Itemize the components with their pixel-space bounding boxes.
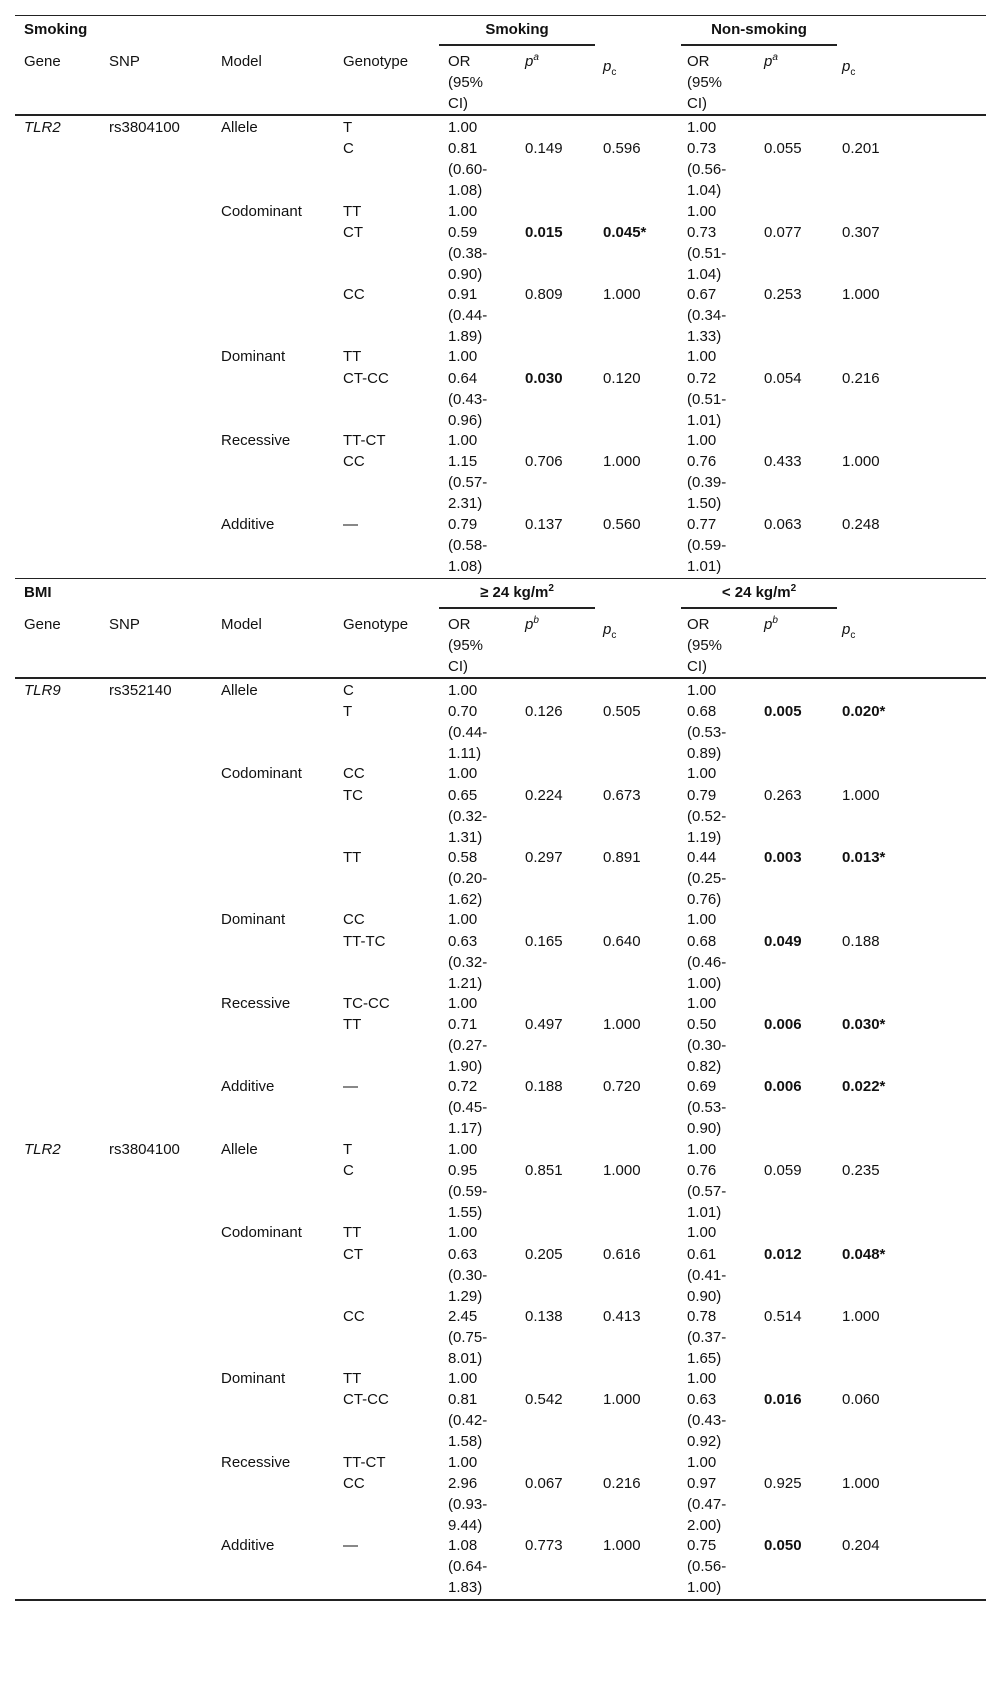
cell-r0-c0: TLR2: [24, 119, 61, 136]
cell-r13-c5: 0.205: [525, 1245, 563, 1263]
cell-r8-c7: 0.76 (0.39- 1.50): [687, 453, 727, 513]
cell-r10-c1: rs3804100: [109, 1140, 180, 1158]
cell-r8-c3: CC: [343, 453, 365, 471]
cell-r17-c4: 1.00: [448, 1453, 478, 1471]
group-a-label: ≥ 24 $kg/m^2$: [480, 582, 554, 601]
cell-r14-c5: 0.138: [525, 1307, 563, 1325]
col-header-genotype: Genotype: [343, 615, 409, 633]
cell-r1-c7: 0.73 (0.56- 1.04): [687, 140, 727, 200]
cell-r16-c5: 0.542: [525, 1391, 563, 1409]
cell-r3-c8: 0.077: [764, 224, 802, 241]
cell-r9-c9: 0.248: [842, 515, 880, 533]
cell-r1-c4: 0.81 (0.60- 1.08): [448, 140, 488, 200]
cell-r3-c4: 0.65 (0.32- 1.31): [448, 786, 488, 846]
cell-r6-c8: 0.054: [764, 369, 802, 387]
cell-r3-c3: TC: [343, 786, 363, 804]
cell-r10-c7: 1.00: [687, 1140, 717, 1158]
cell-r17-c2: Recessive: [221, 1453, 291, 1471]
cell-r12-c4: 1.00: [448, 1224, 478, 1242]
col-header-pc-a: $p_c$: [603, 58, 617, 78]
cell-r3-c7: 0.73 (0.51- 1.04): [687, 224, 727, 283]
cell-r8-c5: 0.706: [525, 453, 563, 471]
cell-r7-c3: TC-CC: [343, 994, 390, 1012]
cell-r18-c4: 2.96 (0.93- 9.44): [448, 1475, 488, 1534]
cell-r12-c3: TT: [343, 1224, 362, 1242]
cell-r1-c9: 0.201: [842, 140, 880, 158]
cell-r6-c7: 0.72 (0.51- 1.01): [687, 369, 727, 429]
cell-r6-c7: 0.68 (0.46- 1.00): [687, 932, 727, 992]
cell-r4-c5: 0.809: [525, 286, 563, 304]
cell-r8-c5: 0.497: [525, 1016, 563, 1034]
cell-r16-c3: CT-CC: [343, 1391, 389, 1409]
cell-r7-c7: 1.00: [687, 432, 717, 449]
cell-r15-c4: 1.00: [448, 1370, 478, 1387]
cell-r18-c6: 0.216: [603, 1475, 641, 1492]
table-bottom-rule: [15, 1599, 986, 1601]
cell-r11-c5: 0.851: [525, 1162, 563, 1179]
cell-r19-c8: 0.050: [764, 1537, 802, 1555]
cell-r15-c7: 1.00: [687, 1370, 717, 1387]
col-header-model: Model: [221, 53, 262, 70]
col-header-or-a: OR (95% CI): [448, 615, 484, 675]
cell-r4-c3: TT: [343, 849, 362, 866]
cell-r3-c9: 0.307: [842, 224, 880, 241]
cell-r19-c9: 0.204: [842, 1537, 880, 1555]
col-header-pc-b: $p_c$: [842, 58, 856, 78]
cell-r15-c2: Dominant: [221, 1370, 286, 1387]
group-a-label-underline: [439, 44, 595, 46]
col-header-p-b: $p^a$: [764, 52, 778, 70]
cell-r3-c6: 0.673: [603, 786, 641, 804]
cell-r9-c2: Additive: [221, 515, 275, 533]
cell-r0-c7: 1.00: [687, 119, 717, 136]
cell-r4-c8: 0.003: [764, 849, 802, 866]
cell-r8-c8: 0.006: [764, 1016, 802, 1034]
section-title: Smoking: [24, 21, 88, 38]
cell-r1-c6: 0.505: [603, 703, 641, 721]
cell-r4-c6: 0.891: [603, 849, 641, 866]
cell-r4-c7: 0.44 (0.25- 0.76): [687, 849, 727, 908]
cell-r16-c9: 0.060: [842, 1391, 880, 1409]
cell-r13-c3: CT: [343, 1245, 363, 1263]
cell-r18-c3: CC: [343, 1475, 365, 1492]
cell-r1-c7: 0.68 (0.53- 0.89): [687, 703, 727, 763]
cell-r2-c7: 1.00: [687, 202, 717, 220]
group-b-label-underline: [681, 607, 837, 609]
cell-r1-c5: 0.149: [525, 140, 563, 158]
group-a-label: Smoking: [485, 21, 549, 38]
cell-r6-c6: 0.120: [603, 369, 641, 387]
cell-r18-c5: 0.067: [525, 1475, 563, 1492]
header-bottom-rule: [15, 677, 986, 679]
cell-r3-c5: 0.224: [525, 786, 563, 804]
cell-r6-c3: CT-CC: [343, 369, 389, 387]
col-header-gene: Gene: [24, 53, 61, 70]
cell-r10-c0: TLR2: [24, 1140, 61, 1158]
cell-r6-c9: 0.188: [842, 932, 880, 950]
cell-r18-c7: 0.97 (0.47- 2.00): [687, 1475, 727, 1534]
col-header-snp: SNP: [109, 615, 140, 633]
cell-r9-c9: 0.022*: [842, 1078, 886, 1096]
cell-r10-c4: 1.00: [448, 1140, 478, 1158]
cell-r16-c8: 0.016: [764, 1391, 802, 1409]
cell-r8-c4: 1.15 (0.57- 2.31): [448, 453, 488, 513]
cell-r0-c0: TLR9: [24, 681, 61, 699]
cell-r6-c6: 0.640: [603, 932, 641, 950]
cell-r9-c6: 0.720: [603, 1078, 641, 1096]
cell-r14-c4: 2.45 (0.75- 8.01): [448, 1307, 488, 1367]
cell-r11-c7: 0.76 (0.57- 1.01): [687, 1162, 727, 1221]
cell-r2-c4: 1.00: [448, 765, 478, 783]
cell-r8-c9: 0.030*: [842, 1016, 886, 1034]
col-header-pc-b: $p_c$: [842, 620, 856, 641]
header-bottom-rule: [15, 114, 986, 116]
cell-r14-c8: 0.514: [764, 1307, 802, 1325]
cell-r19-c6: 1.000: [603, 1537, 641, 1555]
cell-r19-c2: Additive: [221, 1537, 275, 1555]
cell-r4-c4: 0.91 (0.44- 1.89): [448, 286, 488, 346]
col-header-genotype: Genotype: [343, 53, 409, 70]
cell-r0-c7: 1.00: [687, 681, 717, 699]
cell-r14-c6: 0.413: [603, 1307, 641, 1325]
cell-r16-c4: 0.81 (0.42- 1.58): [448, 1391, 488, 1451]
cell-r9-c4: 0.79 (0.58- 1.08): [448, 515, 488, 575]
cell-r5-c7: 1.00: [687, 911, 717, 929]
cell-r18-c8: 0.925: [764, 1475, 802, 1492]
cell-r9-c3: —: [343, 1078, 358, 1096]
cell-r9-c5: 0.137: [525, 515, 563, 533]
cell-r9-c3: —: [343, 515, 358, 533]
cell-r5-c3: TT: [343, 348, 362, 366]
cell-r3-c8: 0.263: [764, 786, 802, 804]
cell-r17-c7: 1.00: [687, 1453, 717, 1471]
col-header-or-a: OR (95% CI): [448, 53, 484, 112]
cell-r4-c9: 0.013*: [842, 849, 886, 866]
cell-r2-c3: TT: [343, 202, 362, 220]
cell-r2-c4: 1.00: [448, 202, 478, 220]
cell-r11-c4: 0.95 (0.59- 1.55): [448, 1162, 488, 1221]
cell-r7-c4: 1.00: [448, 994, 478, 1012]
group-a-label-underline: [439, 607, 595, 609]
col-header-or-b: OR (95% CI): [687, 615, 723, 675]
cell-r5-c7: 1.00: [687, 348, 717, 366]
cell-r0-c1: rs3804100: [109, 119, 180, 136]
col-header-pc-a: $p_c$: [603, 620, 617, 641]
cell-r0-c2: Allele: [221, 681, 258, 699]
cell-r13-c6: 0.616: [603, 1245, 641, 1263]
cell-r9-c2: Additive: [221, 1078, 275, 1096]
cell-r2-c7: 1.00: [687, 765, 717, 783]
cell-r19-c3: —: [343, 1537, 358, 1555]
cell-r4-c4: 0.58 (0.20- 1.62): [448, 849, 488, 908]
cell-r9-c4: 0.72 (0.45- 1.17): [448, 1078, 488, 1138]
cell-r5-c2: Dominant: [221, 348, 286, 366]
cell-r1-c6: 0.596: [603, 140, 641, 158]
cell-r6-c4: 0.63 (0.32- 1.21): [448, 932, 488, 992]
col-header-p-a: $p^a$: [525, 52, 539, 70]
cell-r3-c9: 1.000: [842, 786, 880, 804]
cell-r14-c3: CC: [343, 1307, 365, 1325]
unit-superscript: 2: [790, 582, 797, 594]
cell-r16-c6: 1.000: [603, 1391, 641, 1409]
cell-r6-c3: TT-TC: [343, 932, 386, 950]
cell-r4-c7: 0.67 (0.34- 1.33): [687, 286, 727, 346]
cell-r4-c3: CC: [343, 286, 365, 304]
cell-r7-c7: 1.00: [687, 994, 717, 1012]
cell-r13-c8: 0.012: [764, 1245, 802, 1263]
cell-r4-c8: 0.253: [764, 286, 802, 304]
cell-r1-c9: 0.020*: [842, 703, 886, 721]
cell-r7-c4: 1.00: [448, 432, 478, 449]
cell-r3-c5: 0.015: [525, 224, 563, 241]
cell-r6-c8: 0.049: [764, 932, 802, 950]
cell-r9-c8: 0.063: [764, 515, 802, 533]
cell-r0-c3: T: [343, 119, 353, 136]
section-title: BMI: [24, 583, 52, 601]
cell-r10-c2: Allele: [221, 1140, 258, 1158]
group-b-label-underline: [681, 44, 837, 46]
cell-r13-c4: 0.63 (0.30- 1.29): [448, 1245, 488, 1305]
cell-r6-c9: 0.216: [842, 369, 880, 387]
cell-r19-c4: 1.08 (0.64- 1.83): [448, 1537, 488, 1597]
cell-r4-c6: 1.000: [603, 286, 641, 304]
cell-r14-c7: 0.78 (0.37- 1.65): [687, 1307, 727, 1367]
cell-r7-c3: TT-CT: [343, 432, 386, 449]
cell-r0-c3: C: [343, 681, 354, 699]
cell-r7-c2: Recessive: [221, 432, 291, 449]
cell-r14-c9: 1.000: [842, 1307, 880, 1325]
cell-r11-c8: 0.059: [764, 1162, 802, 1179]
col-header-p-b: $p^b$: [764, 614, 778, 633]
cell-r13-c7: 0.61 (0.41- 0.90): [687, 1245, 727, 1305]
cell-r19-c7: 0.75 (0.56- 1.00): [687, 1537, 727, 1597]
cell-r13-c9: 0.048*: [842, 1245, 886, 1263]
cell-r1-c3: C: [343, 140, 354, 158]
cell-r1-c4: 0.70 (0.44- 1.11): [448, 703, 488, 763]
cell-r6-c5: 0.030: [525, 369, 563, 387]
unit-superscript: 2: [548, 582, 554, 594]
col-header-p-a: $p^b$: [525, 614, 539, 633]
cell-r16-c7: 0.63 (0.43- 0.92): [687, 1391, 727, 1451]
cell-r15-c3: TT: [343, 1370, 362, 1387]
cell-r5-c4: 1.00: [448, 911, 478, 929]
cell-r7-c2: Recessive: [221, 994, 291, 1012]
col-header-or-b: OR (95% CI): [687, 53, 723, 112]
cell-r11-c6: 1.000: [603, 1162, 641, 1179]
cell-r8-c7: 0.50 (0.30- 0.82): [687, 1016, 727, 1076]
cell-r9-c6: 0.560: [603, 515, 641, 533]
cell-r12-c7: 1.00: [687, 1224, 717, 1242]
cell-r8-c3: TT: [343, 1016, 362, 1034]
cell-r0-c1: rs352140: [109, 681, 172, 699]
cell-r0-c4: 1.00: [448, 119, 478, 136]
cell-r5-c2: Dominant: [221, 911, 286, 929]
group-b-label: Non-smoking: [711, 21, 807, 38]
cell-r4-c9: 1.000: [842, 286, 880, 304]
cell-r9-c8: 0.006: [764, 1078, 802, 1096]
cell-r3-c6: 0.045*: [603, 224, 647, 241]
col-header-gene: Gene: [24, 615, 61, 633]
cell-r2-c2: Codominant: [221, 765, 302, 783]
cell-r8-c8: 0.433: [764, 453, 802, 471]
cell-r2-c2: Codominant: [221, 202, 302, 220]
cell-r1-c3: T: [343, 703, 353, 721]
cell-r5-c4: 1.00: [448, 348, 478, 366]
cell-r19-c5: 0.773: [525, 1537, 563, 1555]
cell-r6-c4: 0.64 (0.43- 0.96): [448, 369, 488, 429]
cell-r0-c4: 1.00: [448, 681, 478, 699]
cell-r0-c2: Allele: [221, 119, 258, 136]
cell-r1-c8: 0.055: [764, 140, 802, 158]
cell-r9-c5: 0.188: [525, 1078, 563, 1096]
cell-r5-c3: CC: [343, 911, 365, 929]
cell-r17-c3: TT-CT: [343, 1453, 386, 1471]
section-top-rule: [15, 15, 986, 16]
cell-r6-c5: 0.165: [525, 932, 563, 950]
cell-r8-c9: 1.000: [842, 453, 880, 471]
cell-r10-c3: T: [343, 1140, 353, 1158]
col-header-model: Model: [221, 615, 262, 633]
cell-r8-c6: 1.000: [603, 1016, 641, 1034]
section-top-rule: [15, 578, 986, 579]
cell-r18-c9: 1.000: [842, 1475, 880, 1492]
cell-r2-c3: CC: [343, 765, 365, 783]
group-b-label: < 24 $kg/m^2$: [721, 582, 797, 601]
cell-r3-c7: 0.79 (0.52- 1.19): [687, 786, 727, 846]
cell-r9-c7: 0.69 (0.53- 0.90): [687, 1078, 727, 1138]
cell-r9-c7: 0.77 (0.59- 1.01): [687, 515, 727, 575]
cell-r3-c3: CT: [343, 224, 363, 241]
cell-r11-c3: C: [343, 1162, 354, 1179]
cell-r1-c8: 0.005: [764, 703, 802, 721]
cell-r1-c5: 0.126: [525, 703, 563, 721]
cell-r8-c4: 0.71 (0.27- 1.90): [448, 1016, 488, 1076]
col-header-snp: SNP: [109, 53, 140, 70]
cell-r4-c5: 0.297: [525, 849, 563, 866]
cell-r12-c2: Codominant: [221, 1224, 302, 1242]
cell-r3-c4: 0.59 (0.38- 0.90): [448, 224, 488, 283]
cell-r8-c6: 1.000: [603, 453, 641, 471]
cell-r11-c9: 0.235: [842, 1162, 880, 1179]
